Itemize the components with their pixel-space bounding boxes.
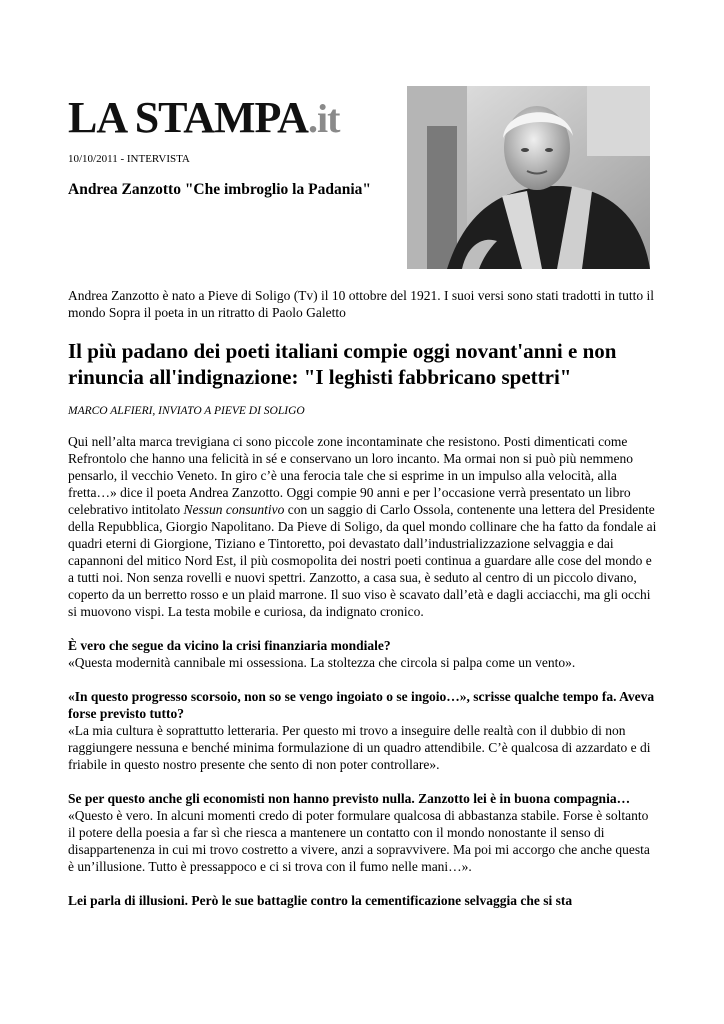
intro-paragraph [68, 433, 658, 620]
logo-tld-text: .it [307, 96, 340, 141]
book-title: Nessun consuntivo [183, 502, 285, 517]
la-stampa-logo [68, 93, 340, 142]
qa-block [68, 892, 658, 909]
date-section: 10/10/2011 - INTERVISTA [68, 153, 190, 165]
question: Se per questo anche gli economisti non hanno previsto nulla. Zanzotto lei è in buona compagnia… [68, 791, 631, 806]
qa-block [68, 790, 658, 875]
photo-caption: Andrea Zanzotto è nato a Pieve di Soligo (Tv) il 10 ottobre del 1921. I suoi versi sono stati tradotti in tutto il mondo Sopra il poeta in un ritratto di Paolo Galetto [68, 288, 655, 320]
portrait-photo [407, 86, 650, 269]
headline: Il più padano dei poeti italiani compie oggi novant'anni e non rinuncia all'indignazione: "I leghisti fabbricano spettri" [68, 339, 617, 389]
intro-text-2: con un saggio di Carlo Ossola, contenente una lettera del Presidente della Repubblica, Giorgio Napolitano. Da Pieve di Soligo, da quel mondo collinare che ha fatto da fondale ai quadri eterni di Giorgione, Tiziano e Tintoretto, poi devastato dall’industrializzazione selvaggia e dai capannoni del mitico Nord Est, il più cosmopolita dei nostri poeti continua a guardare alle cose del mondo e a tutti noi. Non senza rovelli e nuovi spettri. Zanzotto, a casa sua, è seduto al centro di un piccolo divano, coperto da un berretto rosso e un plaid marrone. Il suo viso è scavato dall’età e dagli acciacchi, ma gli occhi si muovono vispi. La testa mobile e curiosa, da indignato cronico. [68, 502, 657, 619]
answer: «Questo è vero. In alcuni momenti credo di poter formulare qualcosa di abbastanza stabile. Forse è soltanto il potere della poesia a far sì che riesca a mantenere un contatto con il mondo nonostante il senso di disappartenenza in cui mi trovo costretto a vivere, anzi a sopravvivere. Ma poi mi accorgo che anche questa è un’illusione. Tutto è pressappoco e ci si trova con il fumo nelle mani…». [68, 808, 650, 874]
article-body [68, 433, 658, 926]
answer: «Questa modernità cannibale mi ossessiona. La stoltezza che circola si palpa come un vento». [68, 655, 576, 670]
portrait-photo-graphic [407, 86, 650, 269]
question: Lei parla di illusioni. Però le sue battaglie contro la cementificazione selvaggia che si sta [68, 893, 573, 908]
byline: MARCO ALFIERI, INVIATO A PIEVE DI SOLIGO [68, 405, 305, 417]
answer: «La mia cultura è soprattutto letteraria. Per questo mi trovo a inseguire delle realtà con il dubbio di non raggiungere nessuna e benché minima formulazione di un quadro attendibile. C’è qualcosa di azzardato e di friabile in questo nostro presente che sento di non poter controllare». [68, 723, 651, 772]
question: «In questo progresso scorsoio, non so se vengo ingoiato o se ingoio…», scrisse qualche tempo fa. Aveva forse previsto tutto? [68, 689, 655, 721]
article-title: Andrea Zanzotto "Che imbroglio la Padania" [68, 181, 371, 198]
logo-main-text: LA STAMPA [68, 93, 308, 142]
qa-block [68, 637, 658, 671]
qa-block [68, 688, 658, 773]
intro-text-1: Qui nell’alta marca trevigiana ci sono piccole zone incontaminate che resistono. Posti dimenticati come Refrontolo che hanno una felicità in sé e conservano un loro incanto. Ma ormai non si può più nemmeno pensarlo, il vecchio Veneto. In giro c’è una ferocia tale che si esprime in un impulso alla velocità, alla fretta…» dice il poeta Andrea Zanzotto. Oggi compie 90 anni e per l’occasione verrà presentato un libro celebrativo intitolato [68, 434, 633, 517]
question: È vero che segue da vicino la crisi finanziaria mondiale? [68, 638, 391, 653]
